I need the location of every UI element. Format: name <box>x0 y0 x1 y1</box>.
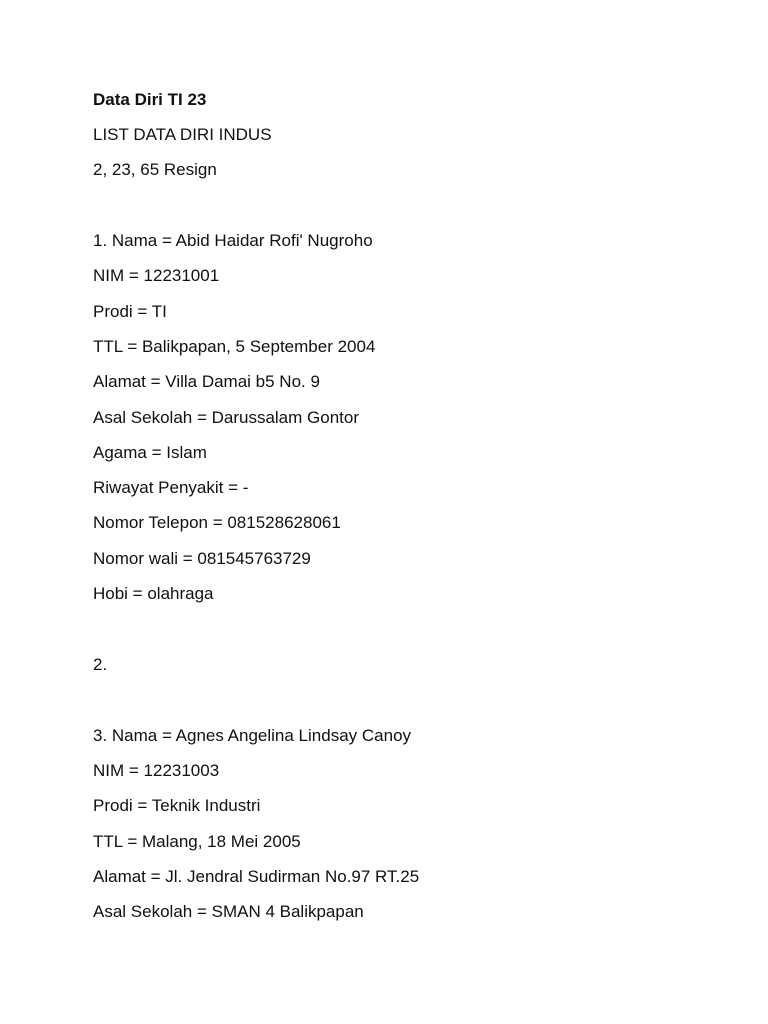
entry3-nim: NIM = 12231003 <box>93 761 220 780</box>
entry1-prodi: Prodi = TI <box>93 302 167 321</box>
entry1-alamat: Alamat = Villa Damai b5 No. 9 <box>93 372 320 391</box>
document-subtitle: LIST DATA DIRI INDUS <box>93 125 272 144</box>
entry3-asal-sekolah: Asal Sekolah = SMAN 4 Balikpapan <box>93 902 364 921</box>
entry3-nama: 3. Nama = Agnes Angelina Lindsay Canoy <box>93 726 412 745</box>
entry3-prodi: Prodi = Teknik Industri <box>93 796 261 815</box>
entry1-hobi: Hobi = olahraga <box>93 584 214 603</box>
document-title: Data Diri TI 23 <box>93 90 207 109</box>
entry1-nomor-wali: Nomor wali = 081545763729 <box>93 549 311 568</box>
entry1-agama: Agama = Islam <box>93 443 207 462</box>
entry1-nama: 1. Nama = Abid Haidar Rofi' Nugroho <box>93 231 373 250</box>
entry1-nim: NIM = 12231001 <box>93 266 220 285</box>
resign-note: 2, 23, 65 Resign <box>93 160 217 179</box>
entry1-riwayat-penyakit: Riwayat Penyakit = - <box>93 478 249 497</box>
entry3-ttl: TTL = Malang, 18 Mei 2005 <box>93 832 301 851</box>
entry1-asal-sekolah: Asal Sekolah = Darussalam Gontor <box>93 408 359 427</box>
entry1-ttl: TTL = Balikpapan, 5 September 2004 <box>93 337 376 356</box>
entry1-nomor-telepon: Nomor Telepon = 081528628061 <box>93 513 341 532</box>
entry2-number: 2. <box>93 655 108 674</box>
entry3-alamat: Alamat = Jl. Jendral Sudirman No.97 RT.25 <box>93 867 420 886</box>
